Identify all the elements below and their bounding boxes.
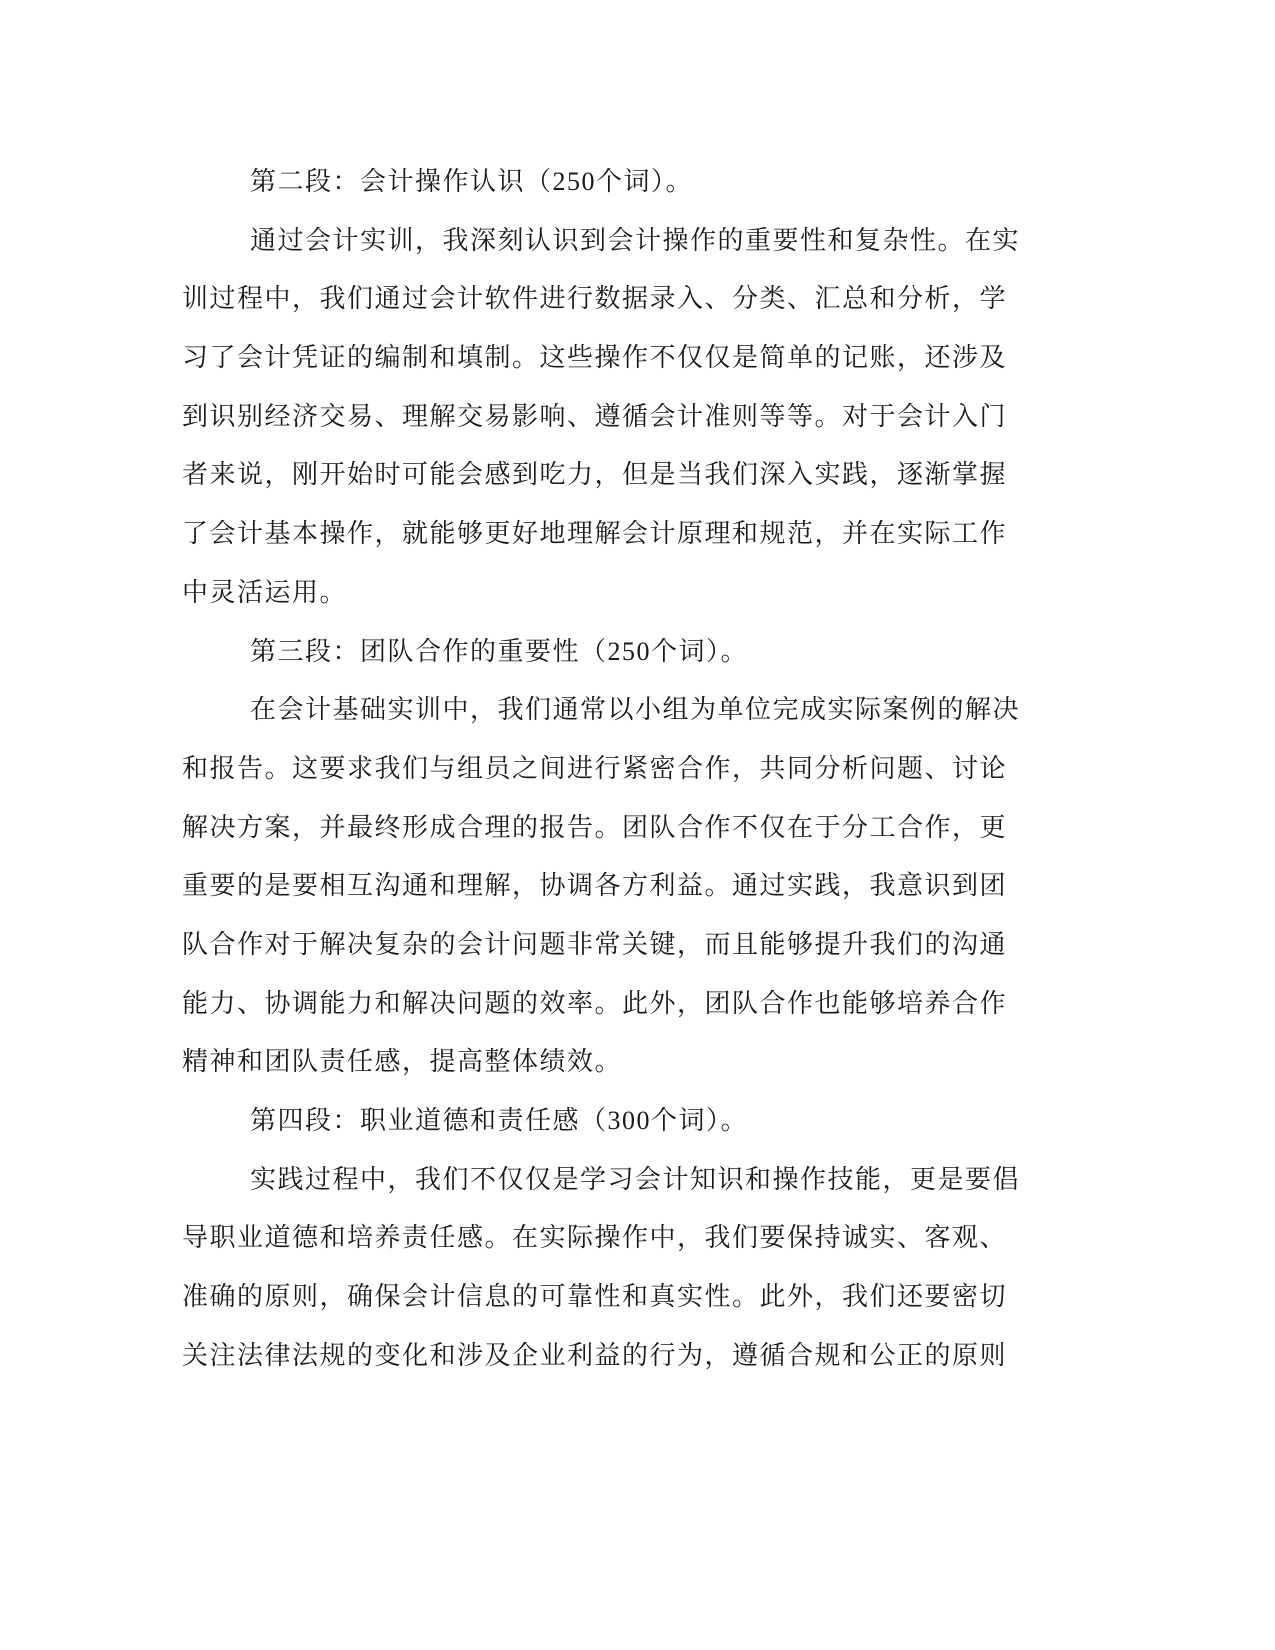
paragraph-line: 精神和团队责任感，提高整体绩效。 <box>182 1047 623 1077</box>
paragraph-line: 者来说，刚开始时可能会感到吃力，但是当我们深入实践，逐渐掌握 <box>182 460 1008 490</box>
paragraph-line: 导职业道德和培养责任感。在实际操作中，我们要保持诚实、客观、 <box>182 1223 1008 1253</box>
paragraph-line: 准确的原则，确保会计信息的可靠性和真实性。此外，我们还要密切 <box>182 1282 1008 1312</box>
paragraph-line: 中灵活运用。 <box>182 577 348 607</box>
paragraph-line: 通过会计实训，我深刻认识到会计操作的重要性和复杂性。在实 <box>250 225 1021 255</box>
section-heading-2: 第二段：会计操作认识（250个词）。 <box>250 167 694 196</box>
paragraph-line: 关注法律法规的变化和涉及企业利益的行为，遵循合规和公正的原则 <box>182 1340 1008 1370</box>
paragraph-line: 实践过程中，我们不仅仅是学习会计知识和操作技能，更是要倡 <box>250 1164 1021 1194</box>
paragraph-line: 能力、协调能力和解决问题的效率。此外，团队合作也能够培养合作 <box>182 988 1008 1018</box>
section-heading-3: 第三段：团队合作的重要性（250个词）。 <box>250 636 749 666</box>
paragraph-line: 重要的是要相互沟通和理解，协调各方利益。通过实践，我意识到团 <box>182 871 1008 901</box>
paragraph-line: 解决方案，并最终形成合理的报告。团队合作不仅在于分工合作，更 <box>182 812 1008 842</box>
section-heading-4: 第四段：职业道德和责任感（300个词）。 <box>250 1106 749 1135</box>
paragraph-line: 习了会计凭证的编制和填制。这些操作不仅仅是简单的记账，还涉及 <box>182 343 1008 373</box>
paragraph-line: 在会计基础实训中，我们通常以小组为单位完成实际案例的解决 <box>250 695 1021 725</box>
paragraph-line: 训过程中，我们通过会计软件进行数据录入、分类、汇总和分析，学 <box>182 284 1008 314</box>
paragraph-line: 和报告。这要求我们与组员之间进行紧密合作，共同分析问题、讨论 <box>182 753 1008 783</box>
paragraph-line: 了会计基本操作，就能够更好地理解会计原理和规范，并在实际工作 <box>182 519 1008 549</box>
paragraph-line: 队合作对于解决复杂的会计问题非常关键，而且能够提升我们的沟通 <box>182 929 1008 959</box>
paragraph-line: 到识别经济交易、理解交易影响、遵循会计准则等等。对于会计入门 <box>182 401 1008 431</box>
document-body <box>0 153 1275 1385</box>
